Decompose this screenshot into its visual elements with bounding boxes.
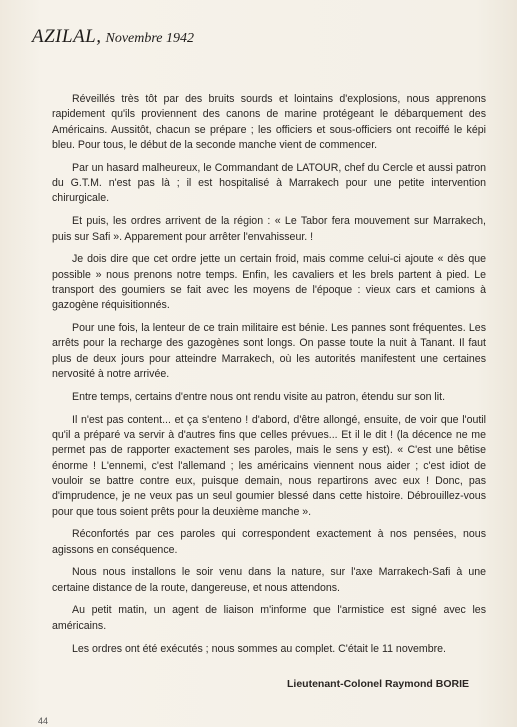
paragraph: Par un hasard malheureux, le Commandant de LATOUR, chef du Cercle et aussi patron du G.T.M. n'est pas là ; il est hospitalisé à Marrakech pour une petite intervention chirurgicale. (52, 161, 486, 205)
paragraph: Nous nous installons le soir venu dans la nature, sur l'axe Marrakech-Safi à une certaine distance de la route, dangereuse, et nous attendons. (52, 566, 486, 594)
paragraph: Entre temps, certains d'entre nous ont rendu visite au patron, étendu sur son lit. (72, 390, 446, 403)
dateline-date: Novembre 1942 (105, 31, 195, 46)
article-body (52, 92, 486, 664)
dateline (32, 26, 194, 48)
dateline-place: AZILAL, (32, 26, 102, 47)
paragraph: Les ordres ont été exécutés ; nous sommes au complet. C'était le 11 novembre. (72, 642, 446, 655)
paragraph: Au petit matin, un agent de liaison m'informe que l'armistice est signé avec les américains. (52, 604, 486, 632)
paragraph: Et puis, les ordres arrivent de la région : « Le Tabor fera mouvement sur Marrakech, puis sur Safi ». Apparement pour arrêter l'envahisseur. ! (52, 215, 486, 243)
paragraph: Il n'est pas content... et ça s'enteno ! d'abord, d'être allongé, ensuite, de voir que l'outil qu'il a préparé va servir à d'autres fins que celles prévues... Et il le dit ! (la décence ne me permet pas de rapporter exactement ses paroles, mais le sens y est). « C'est une bêtise énorme ! L'ennemi, c'est l'allemand ; les américains viennent nous aider ; c'est idiot de vouloir se battre contre eux, puisque demain, nous repartirons avec eux ! Donc, pas d'imprudence, je ne veux pas un seul goumier blessé dans cette histoire. Débrouillez-vous pour que tous soient prêts pour la deuxième manche ». (52, 413, 486, 518)
paragraph: Réconfortés par ces paroles qui correspondent exactement à nos pensées, nous agissons en conséquence. (52, 528, 486, 556)
paragraph: Pour une fois, la lenteur de ce train militaire est bénie. Les pannes sont fréquentes. Les arrêts pour la recharge des gazogènes sont longs. On passe toute la nuit à Tanant. Il faut plus de deux jours pour atteindre Marrakech, où les autorités manifestent une certaines nervosité à notre arrivée. (52, 322, 486, 381)
author-signature: Lieutenant-Colonel Raymond BORIE (286, 678, 469, 690)
paragraph: Réveillés très tôt par des bruits sourds et lointains d'explosions, nous apprenons rapidement qu'ils proviennent des canons de marine protégeant le débarquement des Américains. Aussitôt, chacun se prépare ; les officiers et sous-officiers ont recoiffé le képi bleu. Pour tous, le début de la seconde manche vient de commencer. (52, 93, 486, 152)
show-through-heading (230, 30, 480, 46)
paragraph: Je dois dire que cet ordre jette un certain froid, mais comme celui-ci ajoute « dès que possible » nous prenons notre temps. Enfin, les cavaliers et les brels partent à pied. Le transport des goumiers se fait avec les moyens de l'époque : vieux cars et camions à gazogène réquisitionnés. (52, 253, 486, 312)
page-number: 44 (38, 716, 49, 724)
